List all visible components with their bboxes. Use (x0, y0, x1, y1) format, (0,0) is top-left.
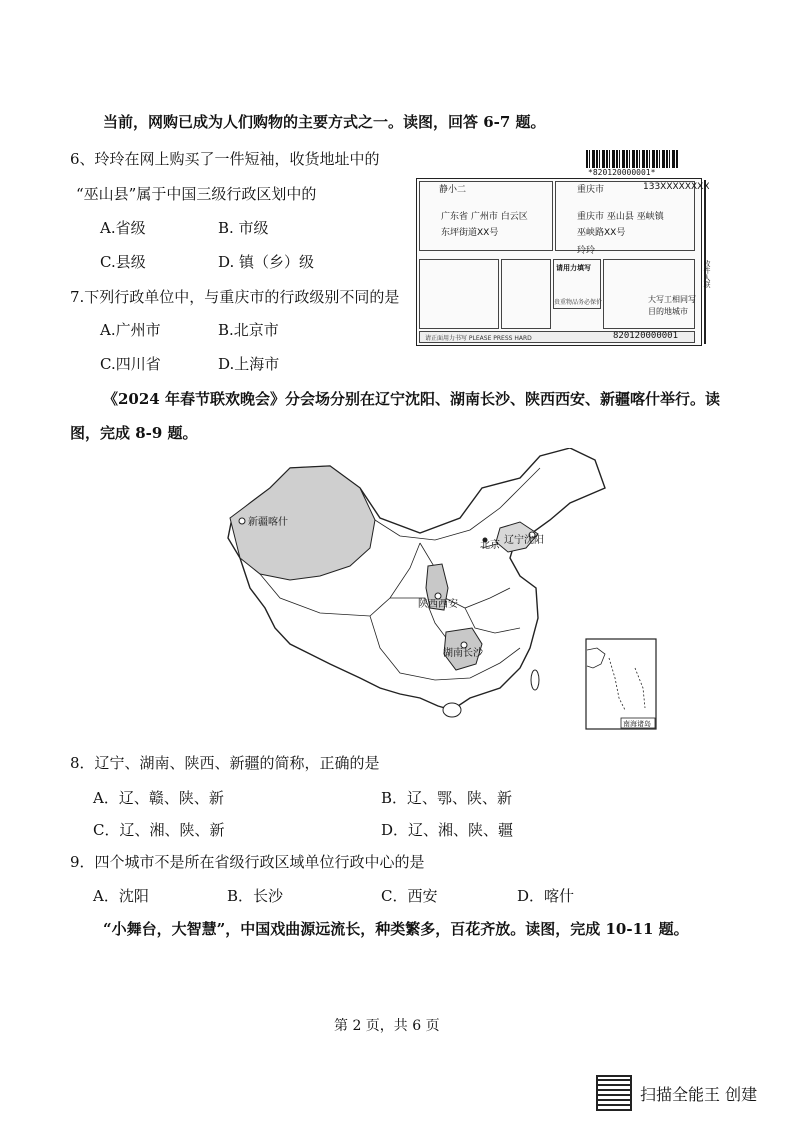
south-china-sea-inset (585, 638, 657, 730)
q9-option-d: D．喀什 (517, 887, 575, 905)
q8-option-c: C．辽、湘、陕、新 (93, 821, 225, 839)
waybill-receiver-address-2: 巫峡路XX号 (577, 228, 626, 238)
scanner-watermark: 扫描全能王 创建 (640, 1085, 758, 1104)
waybill-receiver-phone: 133XXXXXXXX (643, 182, 710, 192)
label-xinjiang: 新疆喀什 (248, 517, 288, 528)
q6-option-b: B. 市级 (218, 219, 269, 237)
intro3: “小舞台，大智慧”，中国戏曲源远流长，种类繁多，百花齐放。读图，完成 10-11 题。 (103, 920, 689, 938)
waybill-receiver-name: 玲玲 (577, 246, 596, 256)
waybill-receiver-address-1: 重庆市 巫山县 巫峡镇 (577, 212, 664, 222)
waybill-weight-box (501, 259, 551, 329)
intro-text: 当前，网购已成为人们购物的主要方式之一。读图，回答 6-7 题。 (103, 113, 546, 131)
q7-option-a: A.广州市 (100, 321, 161, 339)
page-number: 第 2 页，共 6 页 (334, 1018, 440, 1034)
waybill-dest-note-1: 大写工相同写 (648, 295, 696, 304)
waybill-barcode (586, 150, 678, 168)
q7-option-b: B.北京市 (218, 321, 279, 339)
q6-stem-line2: “巫山县”属于中国三级行政区划中的 (76, 185, 317, 203)
waybill-content-box (419, 259, 499, 329)
waybill-side-label: 收件人联 (703, 260, 711, 288)
waybill-sender-name: 静小二 (439, 185, 467, 195)
q9-option-c: C．西安 (381, 887, 438, 905)
label-liaoning: 辽宁沈阳 (504, 535, 544, 546)
waybill-sender-address-1: 广东省 广州市 白云区 (441, 212, 528, 222)
waybill-bottom-code: 820120000001 (613, 331, 679, 341)
q8-option-d: D．辽、湘、陕、疆 (381, 821, 514, 839)
waybill-sender-address-2: 东坪街道XX号 (441, 228, 499, 238)
inset-label: 南海诸岛 (623, 720, 651, 728)
waybill-barcode-number: *820120000001* (588, 168, 656, 177)
waybill-fill-title: 请用力填写 (556, 264, 591, 272)
label-beijing: 北京 (480, 540, 500, 551)
q7-option-c: C.四川省 (100, 355, 161, 373)
q6-option-d: D. 镇（乡）级 (218, 253, 315, 271)
q6-option-a: A.省级 (100, 219, 146, 237)
q7-stem: 7.下列行政单位中，与重庆市的行政级别不同的是 (70, 288, 400, 306)
waybill-dest-note-2: 目的地城市 (648, 307, 688, 316)
hainan-island (443, 703, 461, 717)
taiwan-island (531, 670, 539, 690)
q8-stem: 8．辽宁、湖南、陕西、新疆的简称，正确的是 (70, 754, 380, 772)
q9-option-b: B．长沙 (227, 887, 284, 905)
q8-option-b: B．辽、鄂、陕、新 (381, 789, 513, 807)
waybill-bottom-label: 请正面用力书写 PLEASE PRESS HARD (425, 335, 532, 342)
qr-code-icon (596, 1075, 632, 1111)
q6-stem-line1: 6、玲玲在网上购买了一件短袖，收货地址中的 (70, 150, 380, 168)
label-hunan: 湖南长沙 (443, 648, 483, 659)
kashgar-marker (239, 518, 245, 524)
q6-option-c: C.县级 (100, 253, 146, 271)
q7-option-d: D.上海市 (218, 355, 280, 373)
waybill-receiver-city: 重庆市 (577, 185, 605, 195)
intro2-line1: 《2024 年春节联欢晚会》分会场分别在辽宁沈阳、湖南长沙、陕西西安、新疆喀什举行。读 (103, 390, 720, 408)
q8-option-a: A．辽、赣、陕、新 (93, 789, 224, 807)
intro2-line2: 图，完成 8-9 题。 (70, 424, 198, 442)
q9-option-a: A．沈阳 (93, 887, 149, 905)
label-shaanxi: 陕西西安 (418, 599, 458, 610)
waybill-valuable-note: 贵重物品务必保价 (554, 299, 603, 306)
q9-stem: 9．四个城市不是所在省级行政区域单位行政中心的是 (70, 853, 425, 871)
